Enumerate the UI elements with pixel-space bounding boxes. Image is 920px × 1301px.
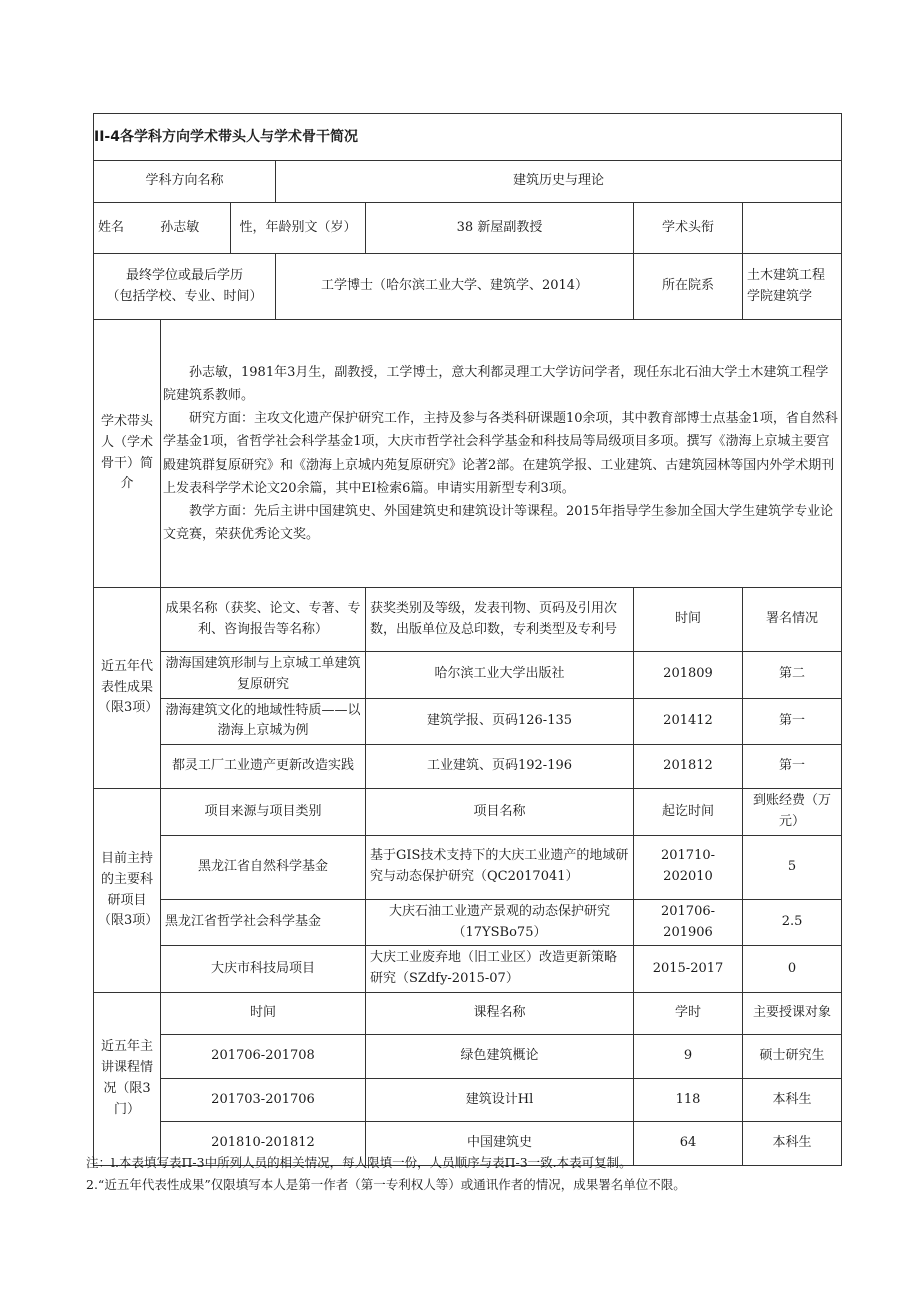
achievement-time: 201412 <box>634 698 743 745</box>
project-period: 201710-202010 <box>634 835 743 899</box>
discipline-value: 建筑历史与理论 <box>276 161 842 203</box>
course-name: 中国建筑史 <box>366 1121 634 1165</box>
dept-value: 土木建筑工程学院建筑学 <box>743 254 842 320</box>
bio-label: 学术带头人（学术骨干）简介 <box>94 320 161 588</box>
section-title: II-4各学科方向学术带头人与学术骨干简况 <box>94 114 842 161</box>
courses-header-name: 课程名称 <box>366 992 634 1034</box>
courses-header-hours: 学时 <box>634 992 743 1034</box>
project-source: 黑龙江省哲学社会科学基金 <box>161 899 366 946</box>
course-audience: 本科生 <box>743 1121 842 1165</box>
project-period: 201706-201906 <box>634 899 743 946</box>
achievement-venue: 建筑学报、页码126-135 <box>366 698 634 745</box>
footnotes <box>86 1152 846 1196</box>
projects-label: 目前主持的主要科研项目（限3项） <box>94 789 161 993</box>
project-period: 2015-2017 <box>634 946 743 993</box>
courses-header-time: 时间 <box>161 992 366 1034</box>
footnote-2: 2.“近五年代表性成果”仅限填写本人是第一作者（第一专利权人等）或通讯作者的情况，成果署名单位不限。 <box>86 1176 686 1192</box>
profile-table <box>93 113 842 1166</box>
project-funding: 0 <box>743 946 842 993</box>
bio-paragraph: 教学方面：先后主讲中国建筑史、外国建筑史和建筑设计等课程。2015年指导学生参加全国大学生建筑学专业论文竞赛，荣获优秀论文奖。 <box>163 503 834 542</box>
course-audience: 硕士研究生 <box>743 1034 842 1078</box>
project-name: 大庆石油工业遗产景观的动态保护研究（17YSBo75） <box>366 899 634 946</box>
courses-header-audience: 主要授课对象 <box>743 992 842 1034</box>
title-value <box>743 203 842 254</box>
courses-label: 近五年主讲课程情况（限3门） <box>94 992 161 1165</box>
projects-header-funding: 到账经费（万元） <box>743 789 842 836</box>
bio-paragraph: 孙志敏，1981年3月生，副教授，工学博士，意大利都灵理工大学访问学者，现任东北石油大学土木建筑工程学院建筑系教师。 <box>163 365 829 404</box>
form-sheet <box>93 113 841 1166</box>
course-name: 绿色建筑概论 <box>366 1034 634 1078</box>
course-time: 201706-201708 <box>161 1034 366 1078</box>
name-label: 姓名 <box>98 219 125 235</box>
footnote-prefix: 注： <box>86 1155 112 1170</box>
achievement-author: 第一 <box>743 698 842 745</box>
project-source: 大庆市科技局项目 <box>161 946 366 993</box>
course-time: 201810-201812 <box>161 1121 366 1165</box>
achievement-time: 201812 <box>634 745 743 789</box>
achievements-header-name: 成果名称（获奖、论文、专著、专利、咨询报告等名称） <box>161 588 366 652</box>
achievement-name: 渤海建筑文化的地域性特质——以渤海上京城为例 <box>161 698 366 745</box>
course-time: 201703-201706 <box>161 1078 366 1121</box>
name-cell <box>94 203 231 254</box>
achievement-author: 第二 <box>743 652 842 699</box>
achievement-author: 第一 <box>743 745 842 789</box>
achievement-name: 都灵工厂工业遗产更新改造实践 <box>161 745 366 789</box>
footnote-1 <box>86 1152 846 1174</box>
degree-label-line1: 最终学位或最后学历 <box>125 267 243 283</box>
projects-header-period: 起讫时间 <box>634 789 743 836</box>
bio-text <box>161 320 842 588</box>
project-name: 大庆工业废弃地（旧工业区）改造更新策略研究（SZdfy-2015-07） <box>366 946 634 993</box>
projects-header-name: 项目名称 <box>366 789 634 836</box>
name-value: 孙志敏 <box>160 219 200 235</box>
project-source: 黑龙江省自然科学基金 <box>161 835 366 899</box>
course-hours: 9 <box>634 1034 743 1078</box>
course-audience: 本科生 <box>743 1078 842 1121</box>
course-hours: 64 <box>634 1121 743 1165</box>
achievement-time: 201809 <box>634 652 743 699</box>
achievements-label: 近五年代表性成果（限3项） <box>94 588 161 789</box>
title-label: 学术头衔 <box>634 203 743 254</box>
project-name: 基于GIS技术支持下的大庆工业遗产的地域研究与动态保护研究（QC2017041） <box>366 835 634 899</box>
projects-header-source: 项目来源与项目类别 <box>161 789 366 836</box>
achievements-header-author: 署名情况 <box>743 588 842 652</box>
achievements-header-venue: 获奖类别及等级，发表刊物、页码及引用次数，出版单位及总印数，专利类型及专利号 <box>366 588 634 652</box>
gender-age-value: 38 新屋副教授 <box>366 203 634 254</box>
achievement-name: 渤海国建筑形制与上京城工单建筑复原研究 <box>161 652 366 699</box>
footnote-1-text: l.本表填写表П-3中所列人员的相关情况，每人限填一份，人员顺序与表П-3一致.本表可复制。 <box>111 1155 632 1170</box>
discipline-label: 学科方向名称 <box>94 161 276 203</box>
degree-label-line2: （包括学校、专业、时间） <box>106 288 263 304</box>
course-name: 建筑设计Hl <box>366 1078 634 1121</box>
bio-paragraph: 研究方面：主攻文化遗产保护研究工作，主持及参与各类科研课题10余项，其中教育部博士点基金1项，省自然科学基金1项，省哲学社会科学基金1项，大庆市哲学社会科学基金和科技局等局级项目多项。撰写《渤海上京城主要宫殿建筑群复原研究》和《渤海上京城内苑复原研究》论著2部。在建筑学报、工业建筑、古建筑园林等国内外学术期刊上发表科学学术论文20余篇，其中EI检索6篇。申请实用新型专利3项。 <box>163 411 838 496</box>
achievements-header-time: 时间 <box>634 588 743 652</box>
dept-label: 所在院系 <box>634 254 743 320</box>
achievement-venue: 工业建筑、页码192-196 <box>366 745 634 789</box>
degree-label <box>94 254 276 320</box>
degree-value: 工学博士（哈尔滨工业大学、建筑学、2014） <box>276 254 634 320</box>
gender-age-label: 性，年龄别文（岁） <box>231 203 366 254</box>
project-funding: 2.5 <box>743 899 842 946</box>
achievement-venue: 哈尔滨工业大学出版社 <box>366 652 634 699</box>
course-hours: 118 <box>634 1078 743 1121</box>
project-funding: 5 <box>743 835 842 899</box>
